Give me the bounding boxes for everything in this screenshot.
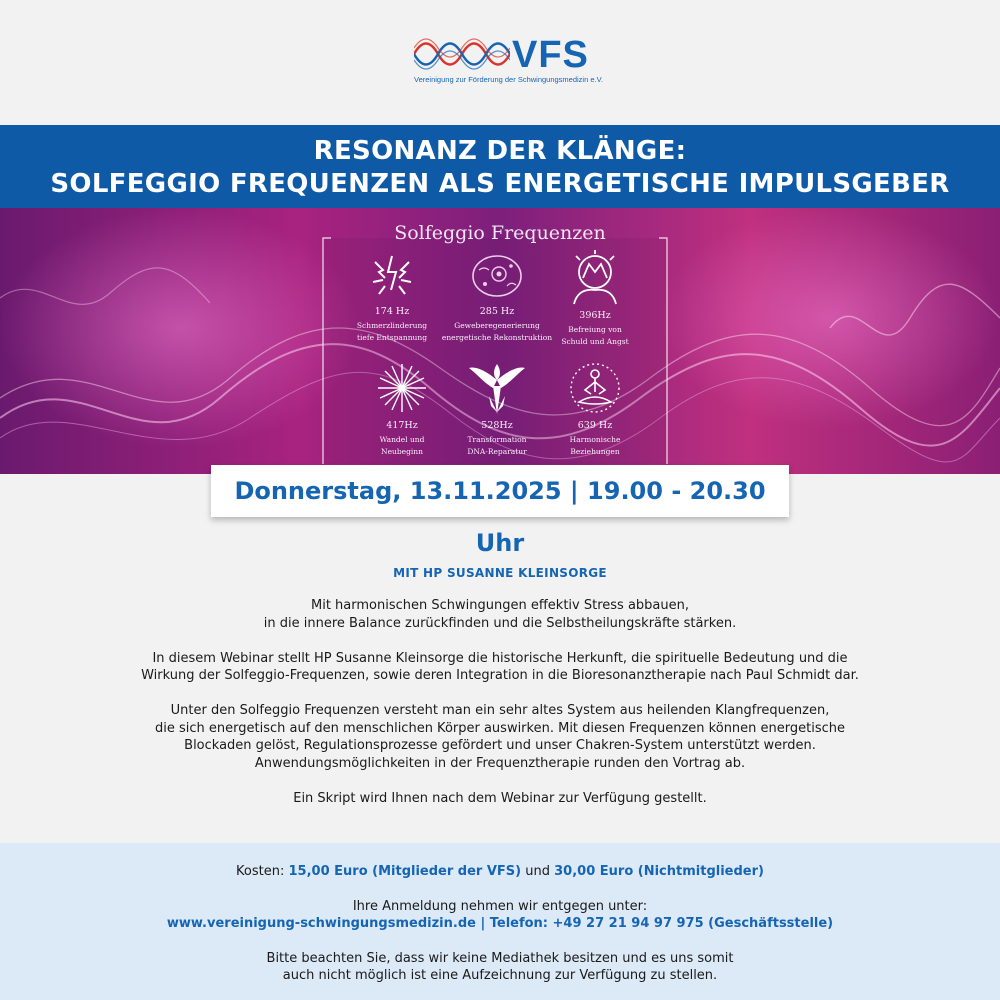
cost-nonmembers: 30,00 Euro (Nichtmitglieder) [554,864,764,879]
frequency-hz: 639 Hz [577,420,613,431]
event-date-box [211,465,789,557]
frequency-hz: 417Hz [386,420,418,431]
hero-title: Solfeggio Frequenzen [394,222,606,244]
hero-banner [0,208,1000,474]
description [100,597,900,825]
frequency-desc-line2: energetische Rekonstruktion [441,333,553,342]
logo-subtitle: Vereinigung zur Förderung der Schwingungsmedizin e.V. [414,75,604,84]
frequency-desc-line2: Neubeginn [381,447,423,456]
cell-icon [469,250,525,302]
meditation-icon [567,360,623,416]
frequency-desc-line1: Schmerzlinderung [356,321,428,330]
frequency-hz: 396Hz [579,310,611,321]
firework-icon [374,360,430,416]
frequency-desc-line1: Wandel und [379,435,425,444]
text-line: Unter den Solfeggio Frequenzen versteht man ein sehr altes System aus heilenden Klangfrequenzen, [170,703,830,718]
title-banner [0,125,1000,208]
logo-text: VFS [512,34,589,76]
title-line-2: SOLFEGGIO FREQUENZEN ALS ENERGETISCHE IMPULSGEBER [50,169,950,199]
vfs-logo [0,36,1000,86]
paragraph-intro [100,597,900,632]
text-line: Mit harmonischen Schwingungen effektiv Stress abbauen, [311,598,689,613]
frequency-desc-line1: Harmonische [569,435,621,444]
text-line: die sich energetisch auf den menschlichen Körper auswirken. Mit diesen Frequenzen können energetische [154,720,846,736]
speaker-heading: MIT HP SUSANNE KLEINSORGE [393,566,607,580]
frequency-desc-line1: Befreiung von [568,325,622,334]
frequency-desc-line1: Transformation [467,435,527,444]
text-line: in die innere Balance zurückfinden und die Selbstheilungskräfte stärken. [263,615,737,631]
text-line: Ein Skript wird Ihnen nach dem Webinar zur Verfügung gestellt. [293,790,707,806]
note-line-2: auch nicht möglich ist eine Aufzeichnung zur Verfügung zu stellen. [282,968,718,983]
frequency-desc-line1: Geweberegenerierung [454,321,540,330]
text-line: Wirkung der Solfeggio-Frequenzen, sowie deren Integration in die Bioresonanztherapie nach Paul Schmidt dar. [141,668,859,683]
contact-link[interactable]: www.vereinigung-schwingungsmedizin.de | Telefon: +49 27 21 94 97 975 (Geschäftsstelle) [166,916,834,931]
text-line: Anwendungsmöglichkeiten in der Frequenztherapie runden den Vortrag ab. [254,755,746,771]
text-line: Blockaden gelöst, Regulationsprozesse gefördert und unser Chakren-System unterstützt werden. [184,738,816,753]
frequency-desc-line2: DNA-Reparatur [467,447,527,456]
cost-members: 15,00 Euro (Mitglieder der VFS) [288,864,522,879]
lightning-icon [367,250,417,302]
frequency-hz: 174 Hz [374,306,410,317]
text-line: In diesem Webinar stellt HP Susanne Kleinsorge die historische Herkunft, die spirituelle Bedeutung und die [152,650,848,666]
frequency-hz: 528Hz [481,420,513,431]
frequency-desc-line2: tiefe Entspannung [356,333,427,342]
frequency-396 [530,250,660,348]
title-line-1: RESONANZ DER KLÄNGE: [313,136,687,166]
paragraph-webinar [100,650,900,685]
frequency-desc-line2: Schuld und Angst [561,337,629,346]
frequency-639 [530,360,660,458]
cost-line [0,863,1000,881]
phoenix-icon [467,356,527,416]
frequency-desc-line2: Beziehungen [570,447,620,456]
paragraph-script [100,790,900,808]
cost-and: und [525,864,550,879]
dna-helix-icon [414,38,510,70]
frequency-hz: 285 Hz [479,306,515,317]
paragraph-solfeggio [100,702,900,772]
event-date: Donnerstag, 13.11.2025 | 19.00 - 20.30 Uhr [234,477,766,557]
praying-hands-icon [568,250,622,306]
note-line-1: Bitte beachten Sie, dass wir keine Mediathek besitzen und es uns somit [266,950,734,966]
register-text: Ihre Anmeldung nehmen wir entgegen unter: [352,898,648,914]
cost-label: Kosten: [236,864,285,879]
footer-info [0,843,1000,1000]
